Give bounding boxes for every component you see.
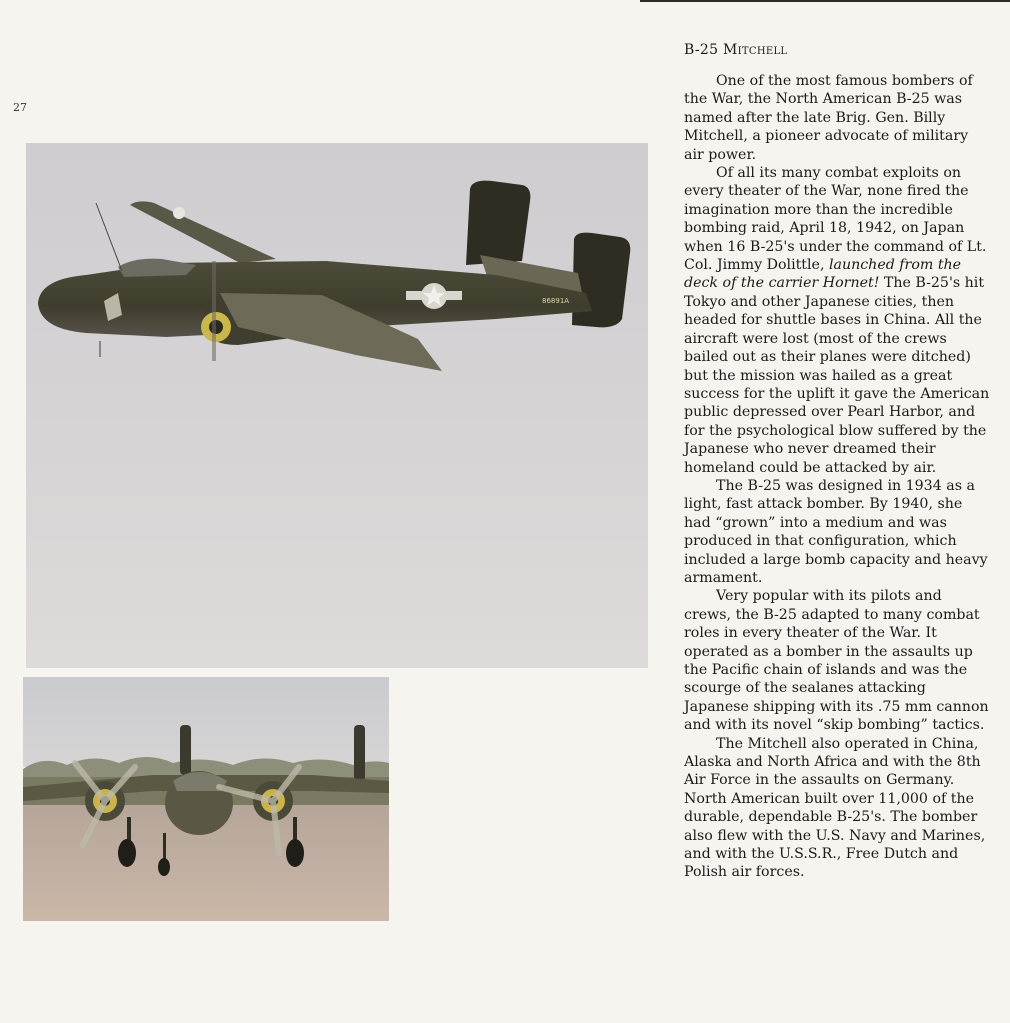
paragraph-text: The B-25's hit Tokyo and other Japanese cities, then headed for shuttle bases in China. All the aircraft were lost (most of the crews bailed out as their planes were ditched) but the mission was hailed as a great success for the uplift it gave the American public depressed over Pearl Harbor, and for the psychological blow suffered by the Japanese who never dreamed their homeland could be attacked by air.	[684, 275, 990, 476]
b25-in-flight-photo	[26, 143, 648, 668]
b25-in-flight-image	[26, 143, 648, 668]
paragraph: One of the most famous bombers of the War, the North American B-25 was named after the late Brig. Gen. Billy Mitchell, a pioneer advocate of military air power.	[684, 73, 973, 163]
paragraph: The B-25 was designed in 1934 as a light, fast attack bomber. By 1940, she had “grown” into a medium and was produced in that configuration, which included a large bomb capacity and heavy armament.	[684, 477, 988, 586]
b25-taxiing-photo	[23, 677, 389, 921]
top-rule	[640, 0, 1010, 2]
b25-taxiing-image	[23, 677, 389, 921]
paragraph-text: Of all its many combat exploits on every theater of the War, none fired the imagination more than the incredible bombing raid, April 18, 1942, on Japan when 16 B-25's under the command of Lt. Col. Jimmy Dolittle,	[684, 165, 987, 274]
paragraph: Very popular with its pilots and crews, the B-25 adapted to many combat roles in every theater of the War. It operated as a bomber in the assaults up the Pacific chain of islands and was the scourge of the sealanes attacking Japanese shipping with its .75 mm cannon and with its novel “skip bombing” tactics.	[684, 588, 989, 734]
page-number: 27	[13, 101, 27, 114]
paragraph-italic: launched from the deck of the carrier Hornet!	[684, 257, 962, 292]
paragraph: The Mitchell also operated in China, Alaska and North Africa and with the 8th Air Force in the assaults on Germany. North American built over 11,000 of the durable, dependable B-25's. The bomber also flew with the U.S. Navy and Marines, and with the U.S.S.R., Free Dutch and Polish air forces.	[684, 735, 986, 881]
article-title: B-25 Mitchell	[684, 42, 788, 58]
tail-number: 86891A	[542, 297, 570, 305]
article	[684, 42, 992, 882]
paragraph	[684, 164, 992, 477]
